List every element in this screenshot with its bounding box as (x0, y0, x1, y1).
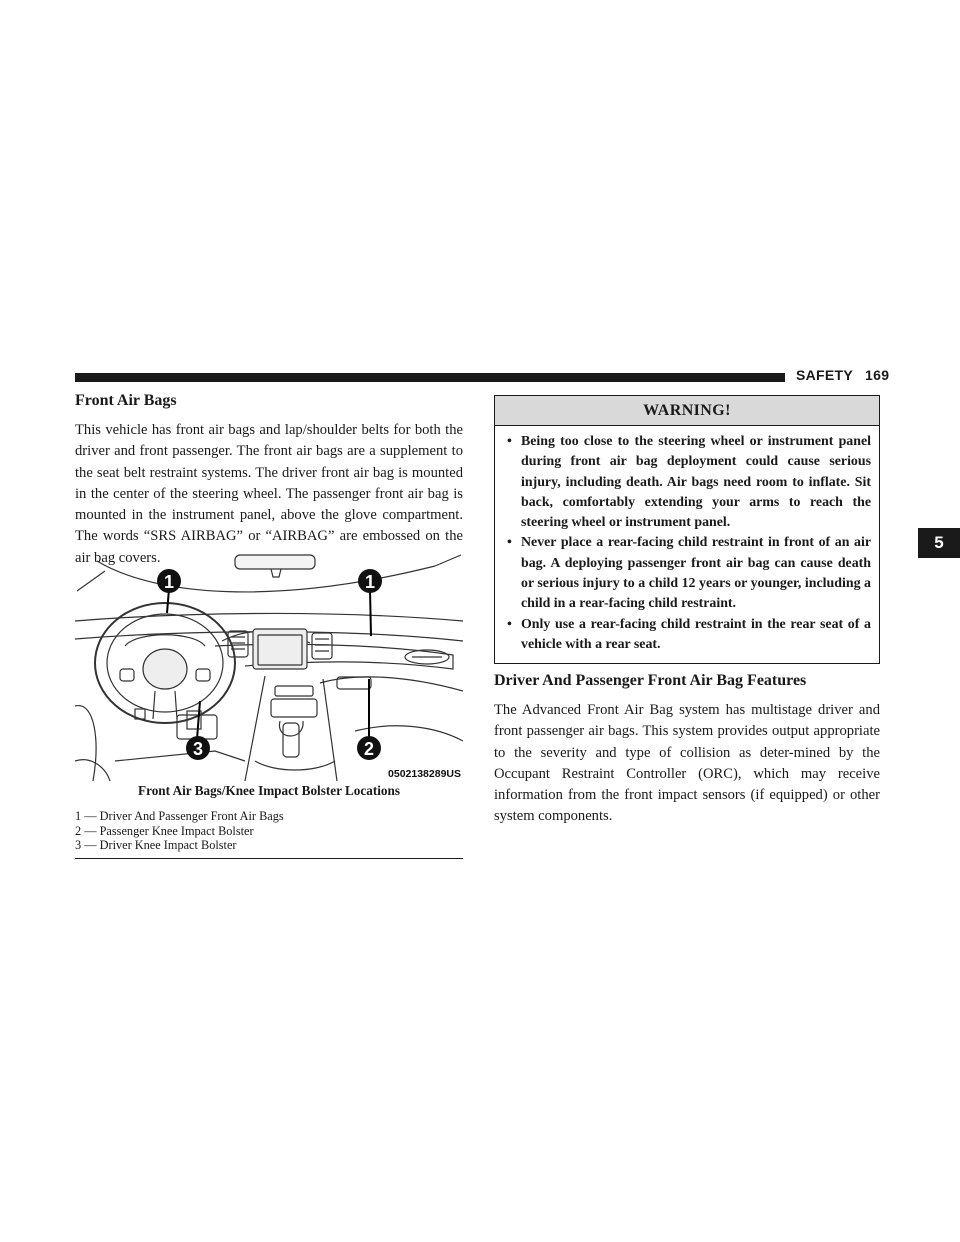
section-body: This vehicle has front air bags and lap/shoulder belts for both the driver and front passenger. The front air bags are a supplement to the seat belt restraint systems. The driver front air bag is mounted in the center of the steering wheel. The passenger front air bag is mounted in the instrument panel, above the glove compartment. The words “SRS AIRBAG” or “AIRBAG” are embossed on the air bag covers. (75, 422, 463, 566)
figure-caption: Front Air Bags/Knee Impact Bolster Locations (138, 783, 400, 798)
header-rule (75, 373, 785, 382)
features-body: The Advanced Front Air Bag system has multistage driver and front passenger air bags. This system provides output appropriate to the severity and type of collision as deter-mined by the Occupant Restraint Controller (ORC), which may receive information from the front impact sensors (if equipped) or other system components. (494, 702, 880, 825)
warning-item-text: Being too close to the steering wheel or instrument panel during front air bag deployment could cause serious injury, including death. Air bags need room to inflate. Sit back, comfortably extending your arms to reach the steering wheel or instrument panel. (521, 434, 871, 531)
chapter-tab: 5 (918, 528, 960, 558)
section-heading: Front Air Bags (75, 392, 177, 409)
legend-item: 1 — Driver And Passenger Front Air Bags (75, 809, 284, 823)
bullet-icon: • (507, 434, 512, 449)
warning-item (507, 615, 871, 656)
section-name: SAFETY (796, 367, 854, 383)
legend-item: 2 — Passenger Knee Impact Bolster (75, 823, 254, 838)
warning-item-text: Never place a rear-facing child restraint in front of an air bag. A deploying passenger front air bag can cause death or serious injury to a child 12 years or younger, including a child in a rear-facing child restraint. (521, 535, 871, 612)
legend-rule (75, 858, 463, 859)
figure-legend (75, 809, 463, 853)
dashboard-illustration (75, 551, 463, 781)
bullet-icon: • (507, 616, 512, 632)
warning-item (507, 533, 871, 614)
warning-box (494, 395, 880, 664)
running-header (796, 367, 889, 383)
warning-title: WARNING! (495, 396, 879, 426)
bullet-icon: • (507, 535, 512, 551)
features-section (494, 672, 880, 828)
callout-2: 2 (363, 739, 375, 759)
warning-list (495, 426, 879, 655)
legend-item: 3 — Driver Knee Impact Bolster (75, 838, 237, 853)
warning-item-text: Only use a rear-facing child restraint in the rear seat of a vehicle with a rear seat. (521, 616, 871, 652)
image-code: 0502138289US (388, 768, 461, 780)
callout-1-driver: 1 (163, 572, 175, 592)
front-air-bags-section (75, 392, 463, 569)
callout-1-passenger: 1 (364, 572, 376, 592)
callout-3: 3 (192, 739, 204, 759)
page-number: 169 (865, 367, 890, 383)
features-heading: Driver And Passenger Front Air Bag Features (494, 672, 807, 689)
warning-item (507, 432, 871, 533)
